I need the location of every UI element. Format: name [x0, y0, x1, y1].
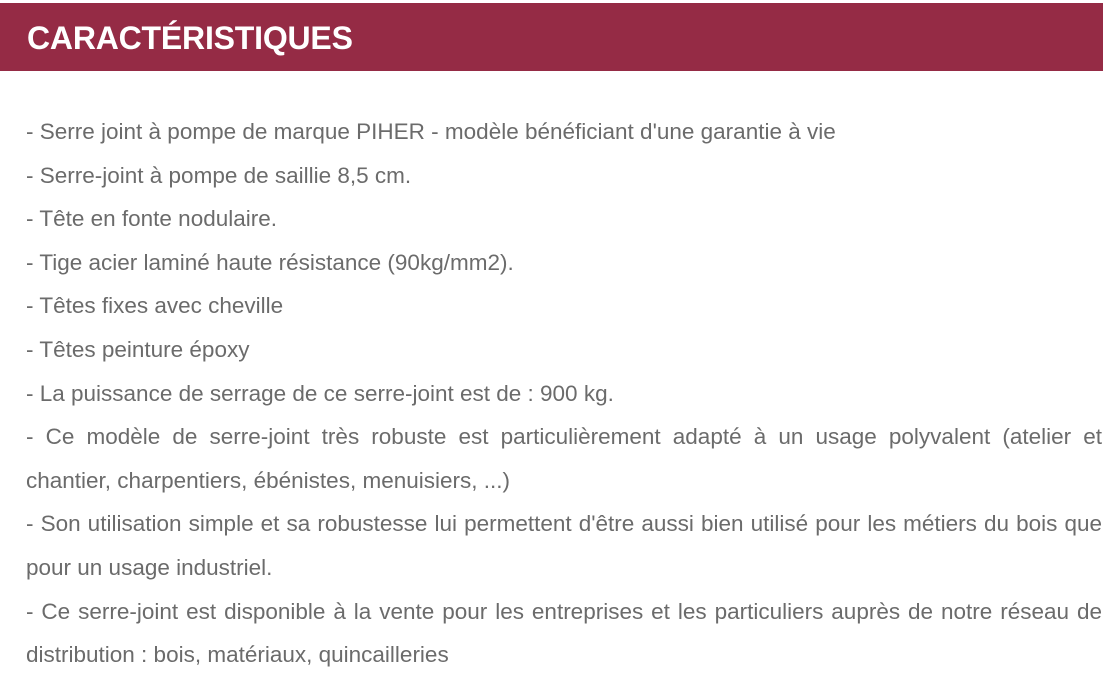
feature-item: - Tige acier laminé haute résistance (90kg/mm2). [26, 249, 514, 275]
section-title: CARACTÉRISTIQUES [27, 20, 353, 56]
feature-item: - Ce serre-joint est disponible à la vente pour les entreprises et les particuliers auprès de notre réseau de distribution : bois, matériaux, quincailleries [26, 598, 1102, 668]
feature-item: - Serre joint à pompe de marque PIHER - modèle bénéficiant d'une garantie à vie [26, 119, 836, 144]
feature-item: - Ce modèle de serre-joint très robuste est particulièrement adapté à un usage polyvalent (atelier et chantier, charpentiers, ébénistes, menuisiers, ...) [26, 424, 1102, 493]
feature-item: - Tête en fonte nodulaire. [26, 206, 278, 232]
features-list [26, 110, 1102, 677]
section-header [0, 3, 1103, 71]
feature-item: - La puissance de serrage de ce serre-joint est de : 900 kg. [26, 380, 614, 406]
feature-item: - Serre-joint à pompe de saillie 8,5 cm. [26, 162, 412, 188]
feature-item: - Son utilisation simple et sa robustesse lui permettent d'être aussi bien utilisé pour les métiers du bois que pour un usage industriel. [26, 511, 1102, 580]
feature-item: - Têtes fixes avec cheville [26, 293, 284, 319]
feature-item: - Têtes peinture époxy [26, 336, 250, 362]
